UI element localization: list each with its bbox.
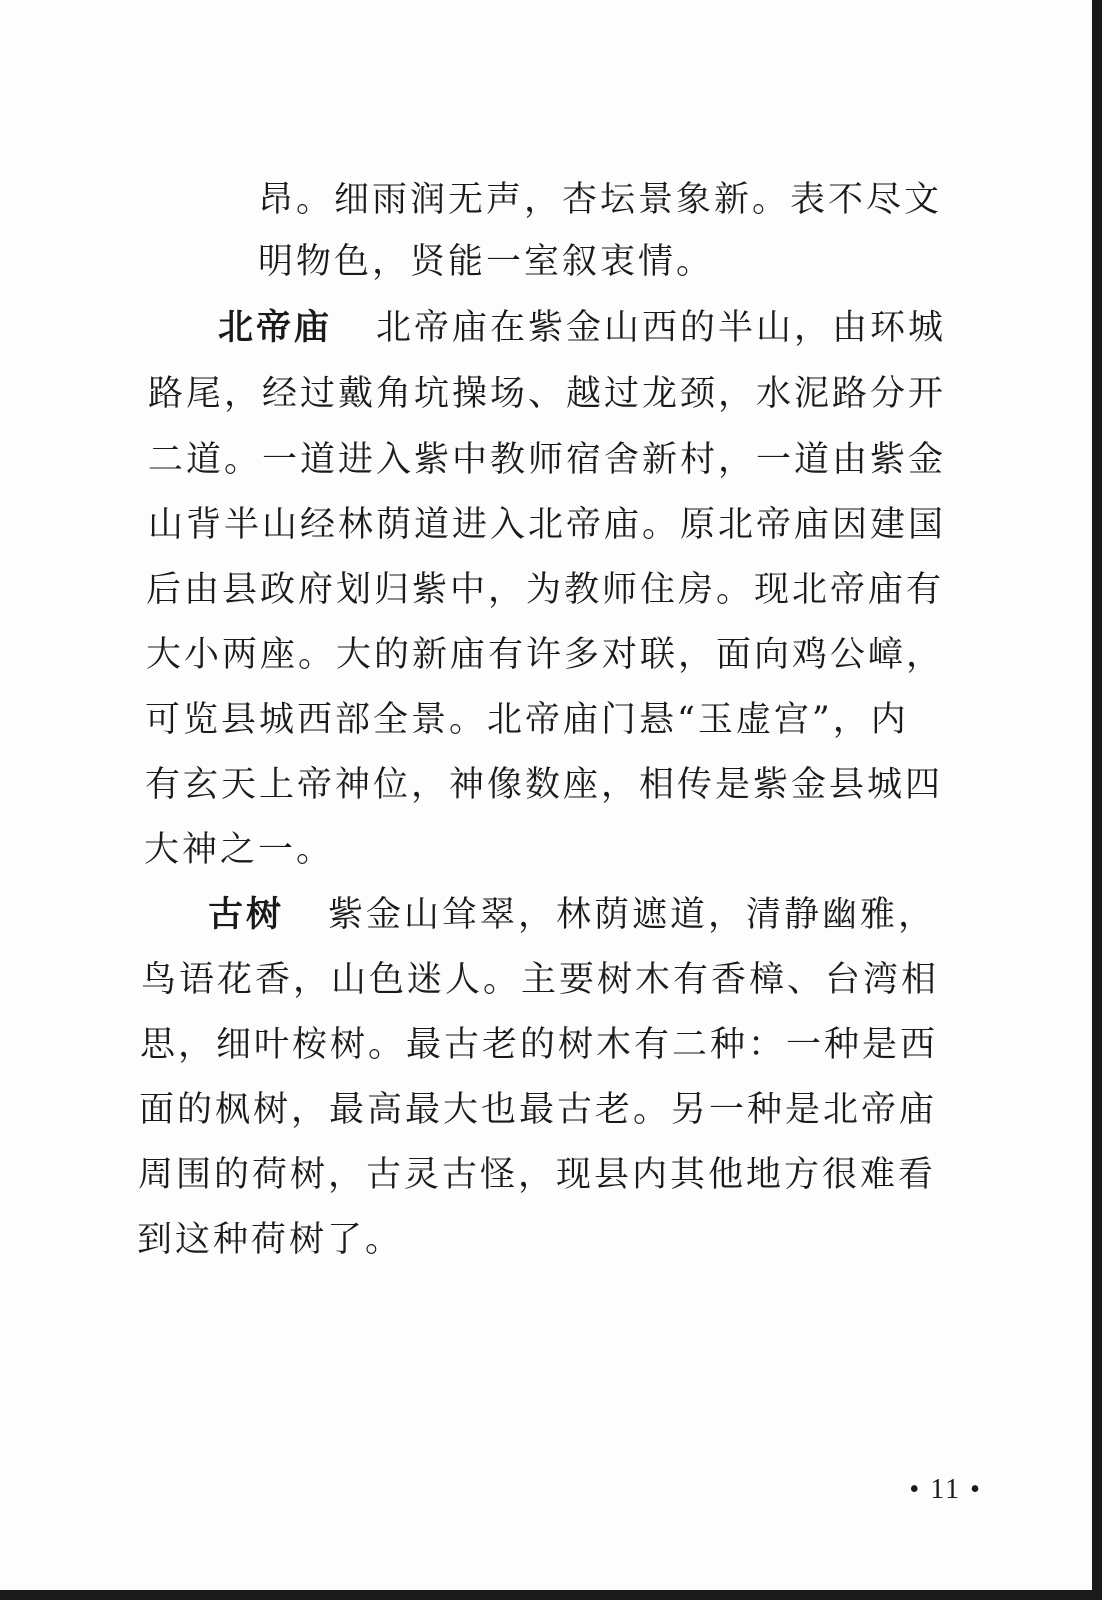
scan-edge-bottom: [0, 1590, 1102, 1600]
paragraph-line: 有玄天上帝神位，神像数座，相传是紫金县城四: [145, 765, 944, 805]
paragraph-line: 路尾，经过戴角坑操场、越过龙颈，水泥路分开: [148, 374, 947, 414]
paragraph-line: 周围的荷树，古灵古怪，现县内其他地方很难看: [138, 1155, 937, 1195]
paragraph-line: 思，细叶桉树。最古老的树木有二种：一种是西: [140, 1025, 939, 1065]
paragraph-line: 面的枫树，最高最大也最古老。另一种是北帝庙: [139, 1090, 938, 1130]
paragraph-line: 二道。一道进入紫中教师宿舍新村，一道由紫金: [148, 440, 947, 480]
paragraph-text: 北帝庙在紫金山西的半山，由环城: [376, 308, 947, 348]
poem-line-2: 明物色，贤能一室叙衷情。: [258, 242, 715, 282]
section-heading-gushu: 古树: [208, 895, 285, 935]
poem-line-1: 昂。细雨润无声，杏坛景象新。表不尽文: [258, 180, 943, 220]
section-first-line: [218, 306, 946, 350]
paragraph-line: 大小两座。大的新庙有许多对联，面向鸡公嶂，: [146, 635, 945, 675]
section-first-line: [208, 893, 936, 937]
page-number: • 11 •: [909, 1474, 982, 1505]
paragraph-line: 鸟语花香，山色迷人。主要树木有香樟、台湾相: [141, 960, 940, 1000]
paragraph-line: 到这种荷树了。: [137, 1220, 404, 1260]
paragraph-line: 大神之一。: [144, 830, 335, 870]
paragraph-line: 山背半山经林荫道进入北帝庙。原北帝庙因建国: [148, 505, 947, 545]
scan-edge-right: [1092, 0, 1102, 1600]
section-heading-beidimiao: 北帝庙: [218, 308, 333, 348]
paragraph-line: 可览县城西部全景。北帝庙门悬“玉虚宫”，内: [145, 700, 909, 740]
paragraph-text: 紫金山耸翠，林荫遮道，清静幽雅，: [328, 895, 937, 935]
paragraph-line: 后由县政府划归紫中，为教师住房。现北帝庙有: [146, 570, 945, 610]
